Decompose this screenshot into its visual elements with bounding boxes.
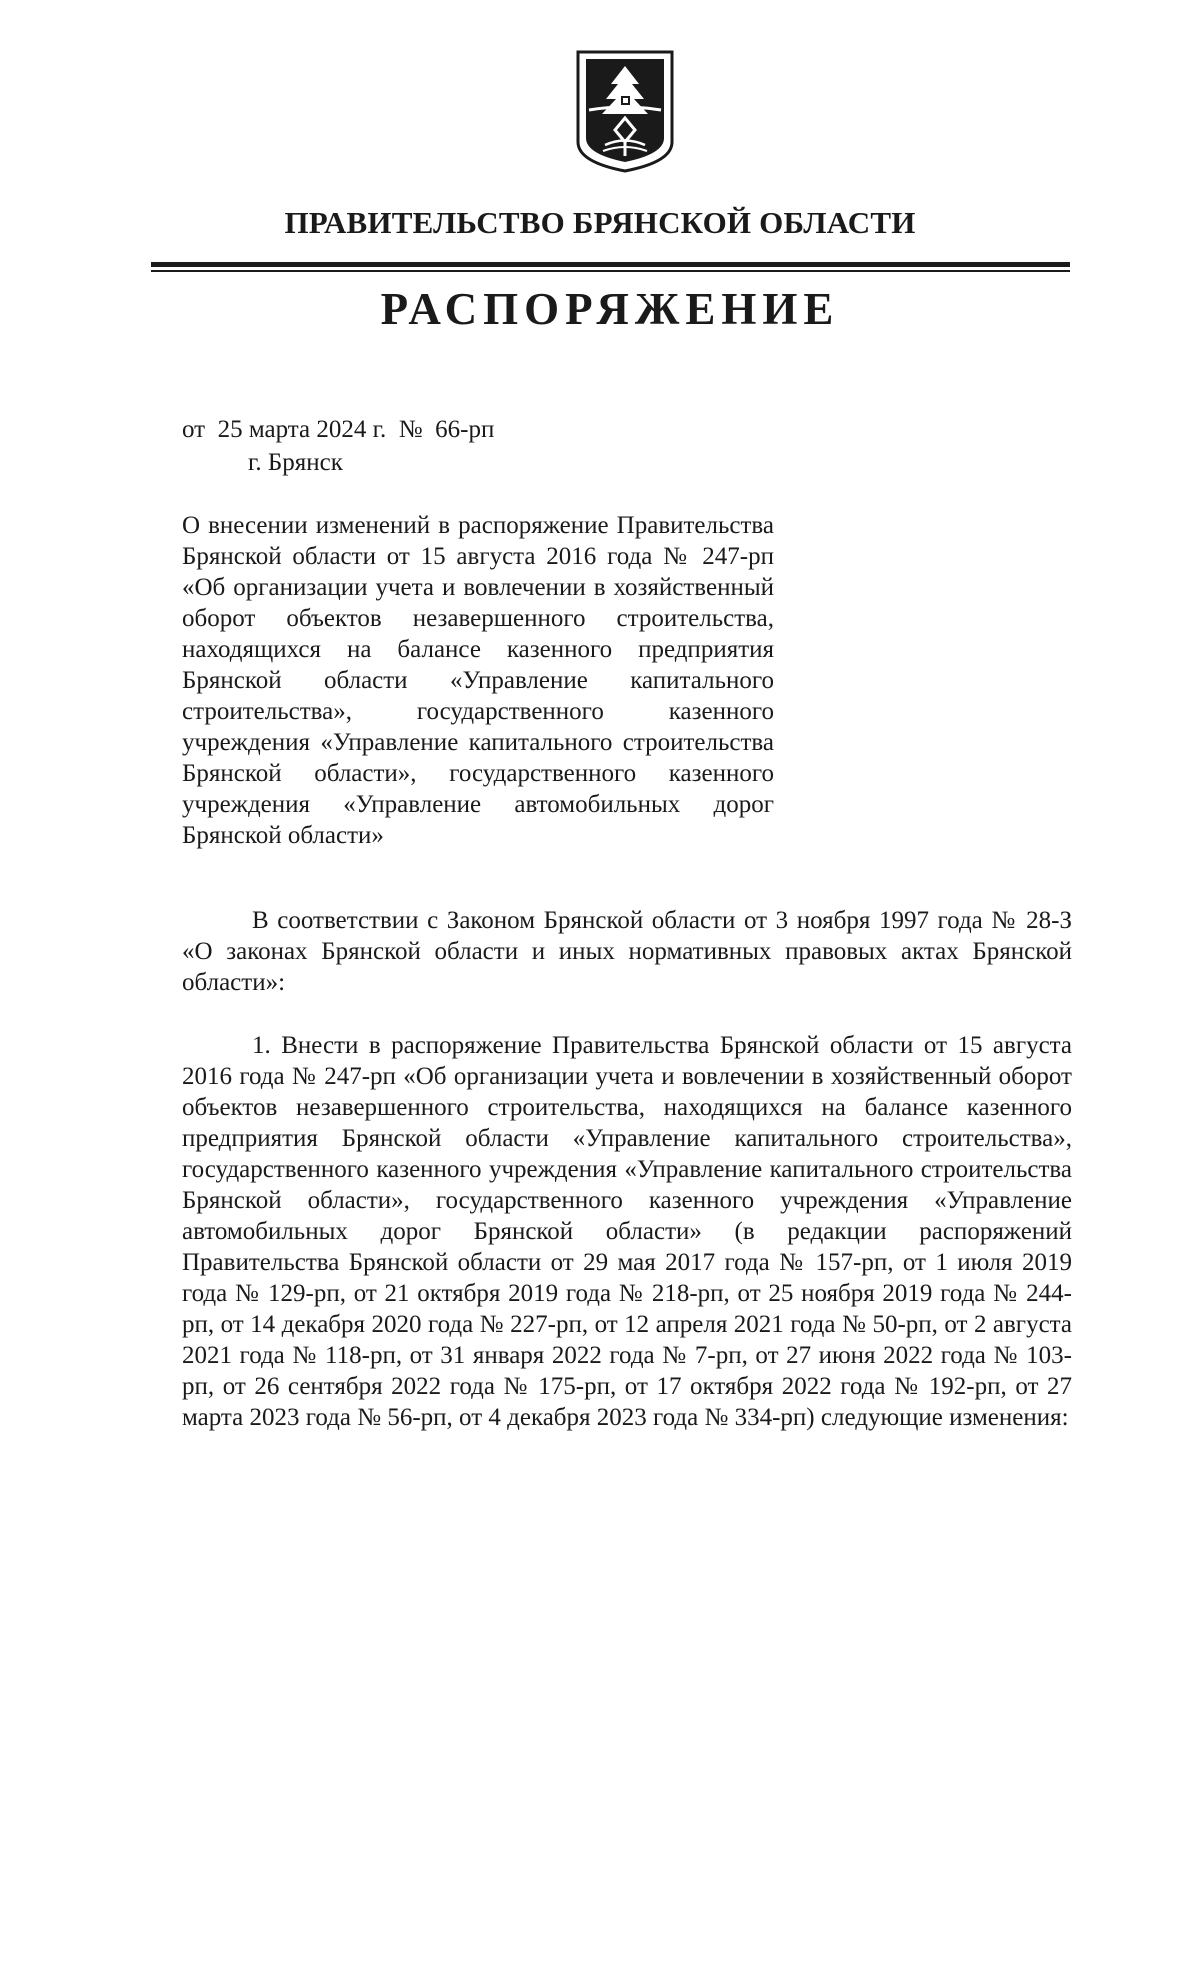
document-date-number: от 25 марта 2024 г. № 66-рп (182, 416, 495, 443)
item-1-paragraph: 1. Внести в распоряжение Правительства Брянской области от 15 августа 2016 года № 247-рп «Об организации учета и вовлечении в хозяйственный оборот объектов незавершенного строительства, находящихся на балансе казенного предприятия Брянской области «Управление капитального строительства», государственного казенного учреждения «Управление капитального строительства Брянской области», государственного казенного учреждения «Управление автомобильных дорог Брянской области» (в редакции распоряжений Правительства Брянской области от 29 мая 2017 года № 157-рп, от 1 июля 2019 года № 129-рп, от 21 октября 2019 года № 218-рп, от 25 ноября 2019 года № 244-рп, от 14 декабря 2020 года № 227-рп, от 12 апреля 2021 года № 50-рп, от 2 августа 2021 года № 118-рп, от 31 января 2022 года № 7-рп, от 27 июня 2022 года № 103-рп, от 26 сентября 2022 года № 175-рп, от 17 октября 2022 года № 192-рп, от 27 марта 2023 года № 56-рп, от 4 декабря 2023 года № 334-рп) следующие изменения: (182, 1032, 1072, 1431)
document-type-heading: РАСПОРЯЖЕНИЕ (380, 284, 840, 334)
document-city: г. Брянск (248, 449, 343, 476)
preamble-paragraph: В соответствии с Законом Брянской области от 3 ноября 1997 года № 28-З «О законах Брянской области и иных нормативных правовых актах Брянской области»: (182, 907, 1072, 996)
coat-of-arms-icon (575, 50, 675, 174)
document-subject: О внесении изменений в распоряжение Правительства Брянской области от 15 августа 2016 года № 247-рп «Об организации учета и вовлечении в хозяйственный оборот объектов незавершенного строительства, находящихся на балансе казенного предприятия Брянской области «Управление капитального строительства», государственного казенного учреждения «Управление капитального строительства Брянской области», государственного казенного учреждения «Управление автомобильных дорог Брянской области» (182, 512, 774, 849)
header-divider-thin (151, 270, 1070, 272)
organization-title: ПРАВИТЕЛЬСТВО БРЯНСКОЙ ОБЛАСТИ (284, 205, 916, 240)
header-divider-thick (151, 262, 1070, 267)
